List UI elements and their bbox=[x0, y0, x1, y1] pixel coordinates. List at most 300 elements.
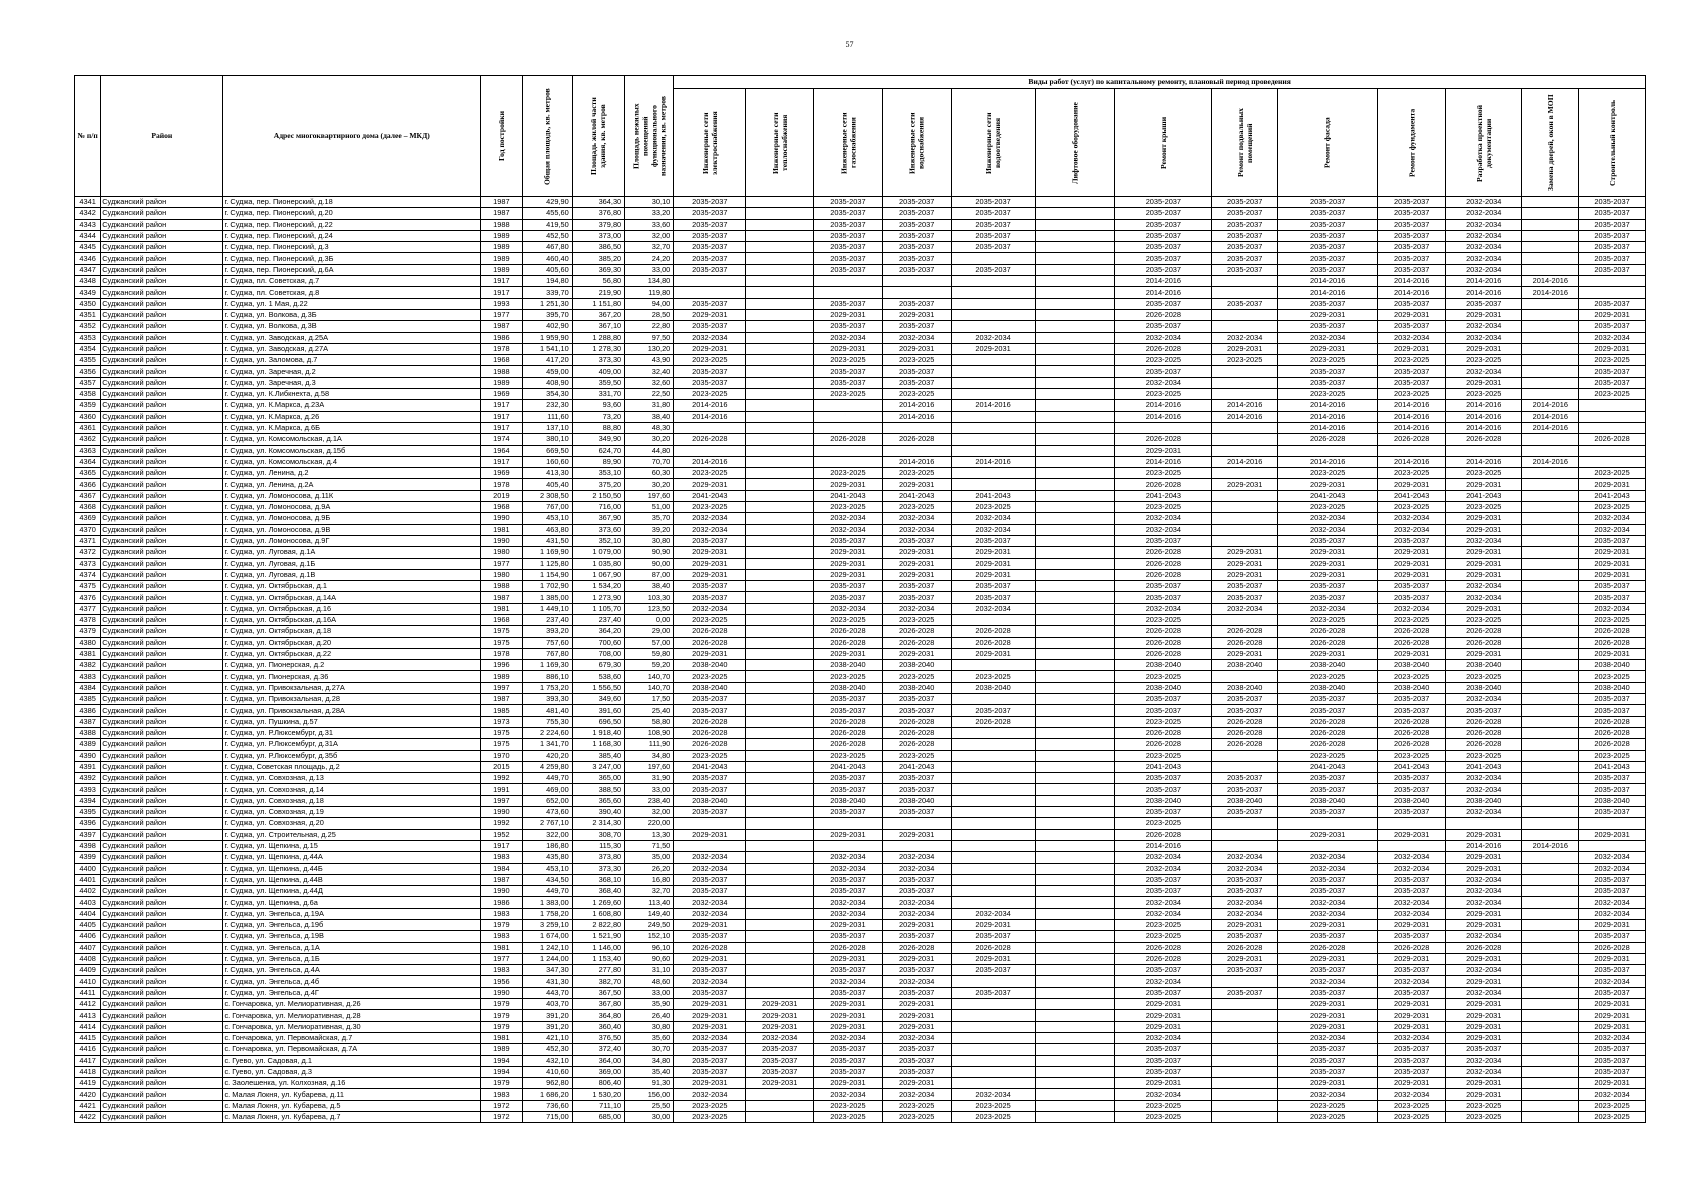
table-cell: 473,60 bbox=[522, 807, 572, 818]
table-cell bbox=[1035, 999, 1115, 1010]
table-cell: 755,30 bbox=[522, 716, 572, 727]
table-cell: 2035-2037 bbox=[1378, 208, 1446, 219]
table-cell: 2023-2025 bbox=[1277, 355, 1377, 366]
table-cell: 2029-2031 bbox=[1446, 999, 1522, 1010]
table-cell: 1 278,30 bbox=[572, 343, 624, 354]
table-cell: 2032-2034 bbox=[1115, 908, 1212, 919]
table-cell: 2035-2037 bbox=[1277, 230, 1377, 241]
table-cell: г. Суджа, ул. Строительная, д.25 bbox=[223, 829, 481, 840]
table-cell: 2038-2040 bbox=[814, 795, 883, 806]
table-cell: 402,90 bbox=[522, 321, 572, 332]
table-cell: 2014-2016 bbox=[1277, 287, 1377, 298]
table-cell: 2035-2037 bbox=[1277, 264, 1377, 275]
table-row bbox=[75, 1010, 1646, 1021]
table-cell: 2038-2040 bbox=[814, 682, 883, 693]
table-cell: 2029-2031 bbox=[674, 1078, 746, 1089]
table-cell: г. Суджа, ул. Пушкина, д.57 bbox=[223, 716, 481, 727]
table-row bbox=[75, 965, 1646, 976]
table-cell: 368,40 bbox=[572, 886, 624, 897]
table-cell: 2035-2037 bbox=[1579, 931, 1646, 942]
table-cell: 2035-2037 bbox=[1212, 773, 1278, 784]
table-cell bbox=[1522, 694, 1579, 705]
table-row bbox=[75, 852, 1646, 863]
table-cell: 4347 bbox=[75, 264, 101, 275]
table-cell: Суджанский район bbox=[101, 671, 223, 682]
table-cell: 4402 bbox=[75, 886, 101, 897]
table-cell bbox=[1378, 445, 1446, 456]
table-cell: 90,60 bbox=[625, 953, 674, 964]
table-cell: 2023-2025 bbox=[814, 389, 883, 400]
table-cell: 2023-2025 bbox=[1446, 389, 1522, 400]
table-cell: Суджанский район bbox=[101, 637, 223, 648]
table-cell: 2029-2031 bbox=[951, 953, 1035, 964]
table-cell: 1978 bbox=[481, 479, 522, 490]
table-cell bbox=[1522, 818, 1579, 829]
col-w-design-docs: Разработка проектной документации bbox=[1446, 89, 1522, 197]
table-cell bbox=[746, 547, 814, 558]
table-cell: 413,30 bbox=[522, 468, 572, 479]
table-cell bbox=[814, 276, 883, 287]
table-cell: 331,70 bbox=[572, 389, 624, 400]
table-cell: с. Малая Локня, ул. Кубарева, д.11 bbox=[223, 1089, 481, 1100]
table-cell: 2014-2016 bbox=[1378, 276, 1446, 287]
table-row bbox=[75, 1112, 1646, 1123]
table-cell bbox=[1522, 727, 1579, 738]
table-cell bbox=[951, 276, 1035, 287]
table-cell: 2035-2037 bbox=[882, 773, 951, 784]
table-cell: 2032-2034 bbox=[674, 852, 746, 863]
table-cell: 2029-2031 bbox=[1446, 309, 1522, 320]
table-row bbox=[75, 389, 1646, 400]
table-cell: 1 154,90 bbox=[522, 569, 572, 580]
table-cell: 2038-2040 bbox=[1277, 682, 1377, 693]
table-cell: 1917 bbox=[481, 456, 522, 467]
table-cell bbox=[1212, 1010, 1278, 1021]
table-cell bbox=[1035, 829, 1115, 840]
table-cell: 48,30 bbox=[625, 422, 674, 433]
table-cell: 2032-2034 bbox=[882, 908, 951, 919]
table-cell bbox=[1035, 807, 1115, 818]
table-cell: 2014-2016 bbox=[1446, 400, 1522, 411]
table-cell: 2029-2031 bbox=[1277, 558, 1377, 569]
table-cell: 395,70 bbox=[522, 309, 572, 320]
table-cell bbox=[1035, 1055, 1115, 1066]
table-cell: 2035-2037 bbox=[1212, 253, 1278, 264]
table-cell: 2032-2034 bbox=[674, 863, 746, 874]
table-cell: 1990 bbox=[481, 886, 522, 897]
table-cell: 2041-2043 bbox=[1446, 490, 1522, 501]
table-cell bbox=[1522, 671, 1579, 682]
table-cell bbox=[746, 614, 814, 625]
table-cell: Суджанский район bbox=[101, 648, 223, 659]
table-cell: 2035-2037 bbox=[1115, 1066, 1212, 1077]
table-cell: 2023-2025 bbox=[1115, 1100, 1212, 1111]
table-cell bbox=[1522, 321, 1579, 332]
table-cell: 2023-2025 bbox=[1115, 1112, 1212, 1123]
table-cell: 2029-2031 bbox=[1277, 1078, 1377, 1089]
table-row bbox=[75, 569, 1646, 580]
table-cell bbox=[746, 456, 814, 467]
table-row bbox=[75, 445, 1646, 456]
table-cell: Суджанский район bbox=[101, 931, 223, 942]
table-cell: 93,60 bbox=[572, 400, 624, 411]
table-cell bbox=[746, 727, 814, 738]
table-cell: 364,30 bbox=[572, 197, 624, 208]
table-cell: 2035-2037 bbox=[1378, 242, 1446, 253]
table-cell: 2023-2025 bbox=[1579, 502, 1646, 513]
table-cell bbox=[746, 874, 814, 885]
table-cell: Суджанский район bbox=[101, 987, 223, 998]
table-cell: 2035-2037 bbox=[882, 1055, 951, 1066]
table-cell: 1972 bbox=[481, 1100, 522, 1111]
table-cell: 2026-2028 bbox=[1212, 626, 1278, 637]
table-cell bbox=[1035, 411, 1115, 422]
table-cell: 2029-2031 bbox=[1115, 445, 1212, 456]
table-cell: 2038-2040 bbox=[1378, 795, 1446, 806]
table-cell bbox=[1522, 637, 1579, 648]
table-cell bbox=[1522, 1055, 1579, 1066]
table-cell: 2035-2037 bbox=[1579, 784, 1646, 795]
table-row bbox=[75, 230, 1646, 241]
table-cell: 1 035,80 bbox=[572, 558, 624, 569]
table-cell: 2029-2031 bbox=[1579, 920, 1646, 931]
table-cell: Суджанский район bbox=[101, 411, 223, 422]
table-cell: г. Суджа, ул. Совхозная, д.14 bbox=[223, 784, 481, 795]
col-w-gas: Инженерные сети газоснабжения bbox=[814, 89, 883, 197]
table-cell bbox=[746, 953, 814, 964]
table-cell: 2023-2025 bbox=[1446, 671, 1522, 682]
table-cell: 2029-2031 bbox=[674, 547, 746, 558]
table-cell bbox=[1522, 965, 1579, 976]
table-cell: 2029-2031 bbox=[1446, 1078, 1522, 1089]
table-cell: 2035-2037 bbox=[1277, 987, 1377, 998]
table-cell: 2029-2031 bbox=[882, 920, 951, 931]
table-cell: 2029-2031 bbox=[814, 309, 883, 320]
table-row bbox=[75, 705, 1646, 716]
table-cell: 2041-2043 bbox=[814, 761, 883, 772]
table-cell: 2029-2031 bbox=[882, 648, 951, 659]
table-row bbox=[75, 1044, 1646, 1055]
table-cell: 33,60 bbox=[625, 219, 674, 230]
table-cell bbox=[746, 219, 814, 230]
table-cell: 2035-2037 bbox=[882, 219, 951, 230]
table-cell: 2035-2037 bbox=[814, 807, 883, 818]
table-cell: 2029-2031 bbox=[1378, 569, 1446, 580]
table-cell: 2023-2025 bbox=[1378, 389, 1446, 400]
table-cell: 2023-2025 bbox=[1277, 502, 1377, 513]
table-cell: 4382 bbox=[75, 660, 101, 671]
table-cell bbox=[746, 976, 814, 987]
table-cell: Суджанский район bbox=[101, 807, 223, 818]
table-cell: 1 608,80 bbox=[572, 908, 624, 919]
table-row bbox=[75, 479, 1646, 490]
table-cell: 2026-2028 bbox=[674, 727, 746, 738]
table-cell: Суджанский район bbox=[101, 874, 223, 885]
table-cell: 2035-2037 bbox=[882, 965, 951, 976]
table-cell: 1 151,80 bbox=[572, 298, 624, 309]
table-cell bbox=[1035, 965, 1115, 976]
table-cell: 2029-2031 bbox=[1378, 999, 1446, 1010]
table-cell: 2035-2037 bbox=[1277, 298, 1377, 309]
table-cell: 2029-2031 bbox=[1579, 1021, 1646, 1032]
table-cell: 1972 bbox=[481, 1112, 522, 1123]
table-cell: 2026-2028 bbox=[1115, 648, 1212, 659]
table-cell bbox=[882, 276, 951, 287]
table-cell: 376,80 bbox=[572, 208, 624, 219]
table-cell: 2026-2028 bbox=[1115, 343, 1212, 354]
table-row bbox=[75, 581, 1646, 592]
table-cell: 2014-2016 bbox=[1522, 456, 1579, 467]
table-cell: 4409 bbox=[75, 965, 101, 976]
table-cell: 2032-2034 bbox=[1378, 897, 1446, 908]
table-cell: г. Суджа, ул. Ленина, д.2А bbox=[223, 479, 481, 490]
table-cell bbox=[1035, 219, 1115, 230]
table-cell bbox=[1035, 795, 1115, 806]
table-cell: 4400 bbox=[75, 863, 101, 874]
table-cell: 2032-2034 bbox=[1115, 863, 1212, 874]
table-cell: 2029-2031 bbox=[1579, 343, 1646, 354]
table-cell: 435,80 bbox=[522, 852, 572, 863]
table-cell: Суджанский район bbox=[101, 694, 223, 705]
table-cell: 1987 bbox=[481, 197, 522, 208]
table-cell: 2026-2028 bbox=[814, 739, 883, 750]
table-cell: 2032-2034 bbox=[1446, 784, 1522, 795]
table-cell bbox=[746, 863, 814, 874]
table-cell bbox=[1522, 829, 1579, 840]
table-cell: 2035-2037 bbox=[674, 965, 746, 976]
table-row bbox=[75, 468, 1646, 479]
table-cell: 2035-2037 bbox=[1212, 705, 1278, 716]
table-cell: 111,60 bbox=[522, 411, 572, 422]
table-cell: 2014-2016 bbox=[882, 400, 951, 411]
table-cell: 2035-2037 bbox=[882, 298, 951, 309]
table-cell: г. Суджа, ул. Щепкина, д.44А bbox=[223, 852, 481, 863]
table-cell: 767,00 bbox=[522, 502, 572, 513]
table-cell: 432,10 bbox=[522, 1055, 572, 1066]
table-cell bbox=[1277, 445, 1377, 456]
table-cell: 4379 bbox=[75, 626, 101, 637]
table-cell: 2035-2037 bbox=[1277, 931, 1377, 942]
table-cell bbox=[674, 840, 746, 851]
table-cell: 1977 bbox=[481, 309, 522, 320]
table-cell: 2035-2037 bbox=[1277, 242, 1377, 253]
table-cell bbox=[746, 490, 814, 501]
table-cell bbox=[1522, 535, 1579, 546]
table-cell bbox=[951, 298, 1035, 309]
table-cell: 405,40 bbox=[522, 479, 572, 490]
table-cell: 1917 bbox=[481, 276, 522, 287]
table-cell: 2029-2031 bbox=[882, 309, 951, 320]
table-cell: 4381 bbox=[75, 648, 101, 659]
table-cell: 2035-2037 bbox=[1579, 581, 1646, 592]
table-cell: 2032-2034 bbox=[951, 513, 1035, 524]
table-cell: 1 242,10 bbox=[522, 942, 572, 953]
table-cell: 806,40 bbox=[572, 1078, 624, 1089]
table-cell: 2035-2037 bbox=[814, 219, 883, 230]
table-cell: 1990 bbox=[481, 987, 522, 998]
table-cell: 2035-2037 bbox=[814, 965, 883, 976]
table-cell: 1997 bbox=[481, 682, 522, 693]
table-cell: 2032-2034 bbox=[1212, 852, 1278, 863]
table-cell: Суджанский район bbox=[101, 242, 223, 253]
table-cell: 2032-2034 bbox=[674, 1032, 746, 1043]
table-cell bbox=[951, 784, 1035, 795]
table-cell: 4361 bbox=[75, 422, 101, 433]
table-cell: 2032-2034 bbox=[882, 603, 951, 614]
table-cell: 2032-2034 bbox=[1115, 976, 1212, 987]
table-cell: Суджанский район bbox=[101, 569, 223, 580]
table-cell: 58,80 bbox=[625, 716, 674, 727]
table-cell: 4412 bbox=[75, 999, 101, 1010]
table-cell: 2029-2031 bbox=[1446, 524, 1522, 535]
table-cell: 2029-2031 bbox=[674, 953, 746, 964]
table-cell bbox=[746, 660, 814, 671]
table-cell: 405,60 bbox=[522, 264, 572, 275]
table-cell: 2035-2037 bbox=[1115, 705, 1212, 716]
table-cell: 2032-2034 bbox=[1579, 524, 1646, 535]
table-cell: 2029-2031 bbox=[1579, 1010, 1646, 1021]
table-cell: 886,10 bbox=[522, 671, 572, 682]
table-cell bbox=[1579, 456, 1646, 467]
table-cell: Суджанский район bbox=[101, 208, 223, 219]
table-cell bbox=[746, 603, 814, 614]
table-cell: 2023-2025 bbox=[1277, 671, 1377, 682]
table-cell: 452,50 bbox=[522, 230, 572, 241]
table-cell: 2032-2034 bbox=[882, 976, 951, 987]
table-cell bbox=[1522, 1010, 1579, 1021]
table-cell: Суджанский район bbox=[101, 942, 223, 953]
table-cell: 2032-2034 bbox=[1212, 332, 1278, 343]
table-cell: 1983 bbox=[481, 965, 522, 976]
table-cell: 113,40 bbox=[625, 897, 674, 908]
table-cell bbox=[1212, 287, 1278, 298]
table-cell: 1 530,20 bbox=[572, 1089, 624, 1100]
table-cell: 2029-2031 bbox=[1378, 309, 1446, 320]
table-cell: 1917 bbox=[481, 422, 522, 433]
table-cell: 1 273,90 bbox=[572, 592, 624, 603]
table-cell: 767,80 bbox=[522, 648, 572, 659]
table-cell: 1917 bbox=[481, 287, 522, 298]
table-cell: 2035-2037 bbox=[674, 987, 746, 998]
table-cell: 90,00 bbox=[625, 558, 674, 569]
table-cell: 1980 bbox=[481, 569, 522, 580]
table-cell bbox=[1522, 377, 1579, 388]
table-row bbox=[75, 694, 1646, 705]
table-cell: 197,60 bbox=[625, 490, 674, 501]
table-row bbox=[75, 784, 1646, 795]
table-cell bbox=[1277, 818, 1377, 829]
table-cell: 1979 bbox=[481, 1078, 522, 1089]
table-cell bbox=[746, 671, 814, 682]
table-cell: Суджанский район bbox=[101, 908, 223, 919]
table-cell: 962,80 bbox=[522, 1078, 572, 1089]
table-cell: 4399 bbox=[75, 852, 101, 863]
table-row bbox=[75, 276, 1646, 287]
table-cell: 16,80 bbox=[625, 874, 674, 885]
table-cell: 1989 bbox=[481, 1044, 522, 1055]
table-cell: 2035-2037 bbox=[1115, 253, 1212, 264]
table-row bbox=[75, 920, 1646, 931]
table-row bbox=[75, 434, 1646, 445]
table-cell: 2035-2037 bbox=[814, 321, 883, 332]
table-row bbox=[75, 502, 1646, 513]
table-cell: 2026-2028 bbox=[1446, 739, 1522, 750]
table-cell bbox=[746, 197, 814, 208]
table-cell: 1 686,20 bbox=[522, 1089, 572, 1100]
table-cell: 757,60 bbox=[522, 637, 572, 648]
table-cell: г. Суджа, ул. Щепкина, д.44В bbox=[223, 874, 481, 885]
table-cell: 685,00 bbox=[572, 1112, 624, 1123]
table-cell: 2026-2028 bbox=[814, 727, 883, 738]
table-cell: Суджанский район bbox=[101, 603, 223, 614]
table-cell: 385,40 bbox=[572, 750, 624, 761]
table-cell: 380,10 bbox=[522, 434, 572, 445]
table-cell: 2035-2037 bbox=[1378, 773, 1446, 784]
table-cell bbox=[1035, 908, 1115, 919]
table-cell bbox=[1035, 886, 1115, 897]
table-cell bbox=[746, 389, 814, 400]
table-cell bbox=[1035, 208, 1115, 219]
table-cell bbox=[1522, 264, 1579, 275]
table-cell: 2035-2037 bbox=[1378, 886, 1446, 897]
table-cell: 2032-2034 bbox=[1579, 897, 1646, 908]
table-cell: 2035-2037 bbox=[882, 253, 951, 264]
table-cell bbox=[1522, 1100, 1579, 1111]
table-cell: Суджанский район bbox=[101, 626, 223, 637]
table-cell: 2023-2025 bbox=[674, 614, 746, 625]
table-cell: 2035-2037 bbox=[1212, 874, 1278, 885]
table-cell: 1 556,50 bbox=[572, 682, 624, 693]
table-cell: 2035-2037 bbox=[674, 366, 746, 377]
table-cell bbox=[1035, 739, 1115, 750]
table-cell: 364,20 bbox=[572, 626, 624, 637]
table-cell: 2029-2031 bbox=[1579, 479, 1646, 490]
table-cell: 2023-2025 bbox=[882, 502, 951, 513]
table-cell: 2029-2031 bbox=[1212, 547, 1278, 558]
table-row bbox=[75, 558, 1646, 569]
table-cell: 97,50 bbox=[625, 332, 674, 343]
table-cell: 1983 bbox=[481, 1089, 522, 1100]
table-cell bbox=[1212, 524, 1278, 535]
table-cell: 4343 bbox=[75, 219, 101, 230]
table-cell bbox=[1035, 547, 1115, 558]
table-cell: 2032-2034 bbox=[1446, 581, 1522, 592]
table-cell: с. Гончаровка, ул. Мелиоративная, д.26 bbox=[223, 999, 481, 1010]
col-w-water: Инженерные сети водоснабжения bbox=[882, 89, 951, 197]
table-cell bbox=[951, 366, 1035, 377]
table-cell: 2035-2037 bbox=[814, 253, 883, 264]
table-cell: 2026-2028 bbox=[882, 942, 951, 953]
table-cell: 2035-2037 bbox=[674, 208, 746, 219]
table-cell bbox=[1035, 852, 1115, 863]
table-cell: Суджанский район bbox=[101, 230, 223, 241]
table-cell bbox=[1212, 1055, 1278, 1066]
table-cell: 2026-2028 bbox=[1115, 309, 1212, 320]
table-cell: Суджанский район bbox=[101, 682, 223, 693]
table-cell bbox=[746, 309, 814, 320]
table-cell: 2026-2028 bbox=[674, 942, 746, 953]
table-cell: 2026-2028 bbox=[951, 716, 1035, 727]
table-cell: 1 758,20 bbox=[522, 908, 572, 919]
table-cell: 2035-2037 bbox=[1579, 197, 1646, 208]
table-cell: 2032-2034 bbox=[882, 524, 951, 535]
col-w-foundation: Ремонт фундамента bbox=[1378, 89, 1446, 197]
table-cell: 391,20 bbox=[522, 1010, 572, 1021]
table-cell: 2041-2043 bbox=[1579, 761, 1646, 772]
col-w-sewer: Инженерные сети водоотведения bbox=[951, 89, 1035, 197]
table-cell bbox=[1522, 490, 1579, 501]
table-cell: 4414 bbox=[75, 1021, 101, 1032]
